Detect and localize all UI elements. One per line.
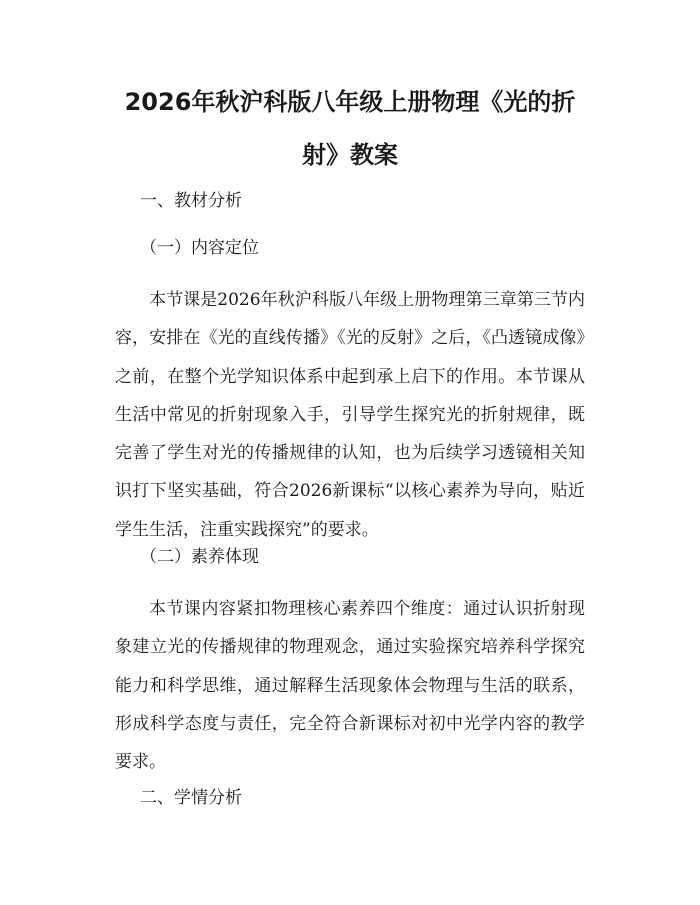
subsection-heading-literacy: （二）素养体现 [140, 547, 259, 567]
document-title: 2026年秋沪科版八年级上册物理《光的折射》教案 [124, 88, 576, 169]
section-heading-textbook-analysis: 一、教材分析 [140, 191, 242, 211]
paragraph-content-position: 本节课是2026年秋沪科版八年级上册物理第三章第三节内容，安排在《光的直线传播》《光的反射》之后，《凸透镜成像》之前，在整个光学知识体系中起到承上启下的作用。本节课从生活中常见的折射现象入手，引导学生探究光的折射规律，既完善了学生对光的传播规律的认知，也为后续学习透镜相关知识打下坚实基础，符合2026新课标“以核心素养为导向，贴近学生生活，注重实践探究”的要求。 [115, 290, 585, 540]
subsection-heading-content-position: （一）内容定位 [140, 238, 259, 258]
paragraph-literacy: 本节课内容紧扣物理核心素养四个维度：通过认识折射现象建立光的传播规律的物理观念，通过实验探究培养科学探究能力和科学思维，通过解释生活现象体会物理与生活的联系，形成科学态度与责任，完全符合新课标对初中光学内容的教学要求。 [115, 599, 585, 773]
section-heading-student-analysis: 二、学情分析 [140, 788, 242, 808]
